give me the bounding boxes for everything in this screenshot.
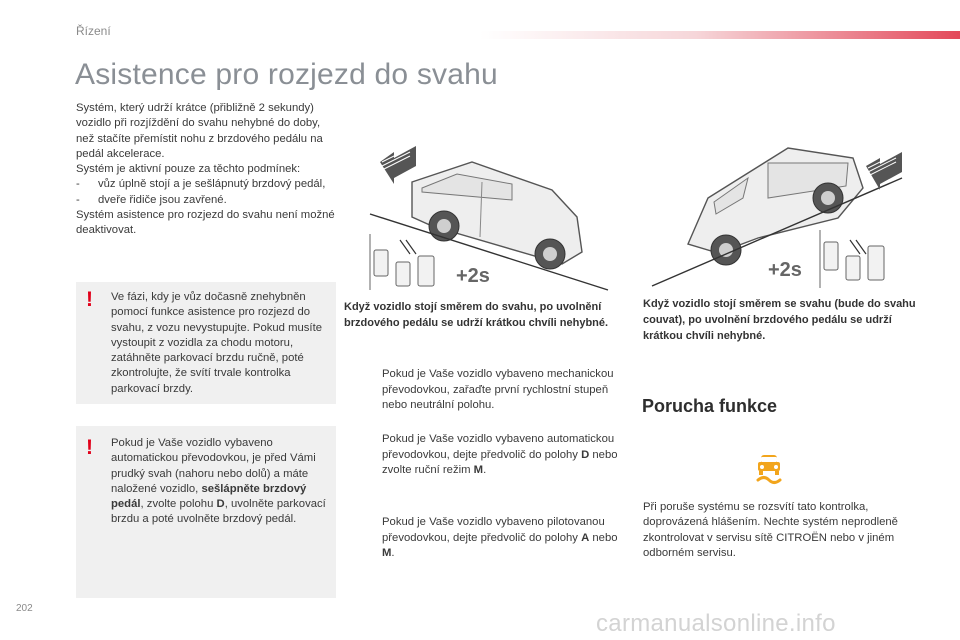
- page-title: Asistence pro rozjezd do svahu: [75, 58, 498, 91]
- warning-exclamation-icon: !: [86, 288, 93, 311]
- caption-downhill: Když vozidlo stojí směrem se svahu (bude do svahu couvat), po uvolnění brzdového pedálu se udrží krátkou chvíli nehybné.: [643, 298, 916, 342]
- warning-box-exit: [76, 282, 336, 404]
- warning-text: Ve fázi, kdy je vůz dočasně znehybněn pomocí funkce asistence pro rozjezd do svahu, z vozu nevystupujte. Pokud musíte vystoupit z vozidla za chodu motoru, zatáhněte parkovací brzdu ručně, poté zkontrolujte, že svítí trvale kontrolka parkovací brzdy.: [111, 291, 322, 395]
- warning-box-automatic: [76, 426, 336, 598]
- dash-marker: -: [76, 193, 80, 206]
- bullet-item-automatic: [344, 432, 626, 479]
- conditions-heading: Systém je aktivní pouze za těchto podmínek:: [76, 163, 301, 176]
- bullet-item-piloted: [344, 515, 626, 562]
- fault-heading: Porucha funkce: [642, 396, 778, 416]
- intro-paragraph: Systém, který udrží krátce (přibližně 2 sekundy) vozidlo při rozjíždění do svahu nehybné do doby, než stačíte přemístit nohu z brzdového pedálu na pedál akcelerace.: [76, 102, 323, 160]
- watermark: carmanualsonline.info: [596, 610, 836, 637]
- warning-text: Pokud je Vaše vozidlo vybaveno automatickou převodovkou, je před Vámi prudký svah (nahoru nebo dolů) a máte naložené vozidlo, sešlápněte brzdový pedál, zvolte polohu D, uvolněte parkovací brzdu a poté uvolněte brzdový pedál.: [111, 437, 326, 526]
- illustration-badge: +2s: [768, 259, 802, 281]
- bullet-item-manual: [344, 367, 626, 414]
- condition-item: [76, 193, 338, 208]
- van-uphill-icon: [362, 122, 618, 292]
- warning-exclamation-icon: !: [86, 436, 93, 459]
- bullet-text: Pokud je Vaše vozidlo vybaveno mechanickou převodovkou, zařaďte první rychlostní stupeň nebo neutrální polohu.: [382, 368, 614, 411]
- caption-uphill: Když vozidlo stojí směrem do svahu, po uvolnění brzdového pedálu se udrží krátkou chvíli nehybné.: [344, 301, 609, 329]
- condition-text: dveře řidiče jsou zavřené.: [98, 193, 227, 206]
- condition-item: [76, 177, 338, 192]
- hill-assist-fault-icon: [752, 452, 786, 486]
- header-accent-bar: [480, 31, 960, 39]
- bullet-text: Pokud je Vaše vozidlo vybaveno automatickou převodovkou, dejte předvolič do polohy D nebo zvolte ruční režim M.: [382, 433, 618, 476]
- intro-text: [76, 101, 338, 239]
- dash-marker: -: [76, 178, 80, 191]
- illustration-badge: +2s: [456, 265, 490, 287]
- condition-text: vůz úplně stojí a je sešlápnutý brzdový pedál,: [98, 178, 326, 191]
- bullet-text: Pokud je Vaše vozidlo vybaveno pilotovanou převodovkou, dejte předvolič do polohy A nebo M.: [382, 516, 618, 559]
- fault-text: Při poruše systému se rozsvítí tato kontrolka, doprovázená hlášením. Nechte systém neprodleně zkontrolovat v servisu sítě CITROËN nebo v jiném odborném servisu.: [643, 501, 898, 559]
- van-downhill-icon: [648, 118, 908, 290]
- section-label: Řízení: [76, 24, 111, 38]
- deactivation-note: Systém asistence pro rozjezd do svahu není možné deaktivovat.: [76, 209, 335, 237]
- page-number: 202: [16, 603, 33, 614]
